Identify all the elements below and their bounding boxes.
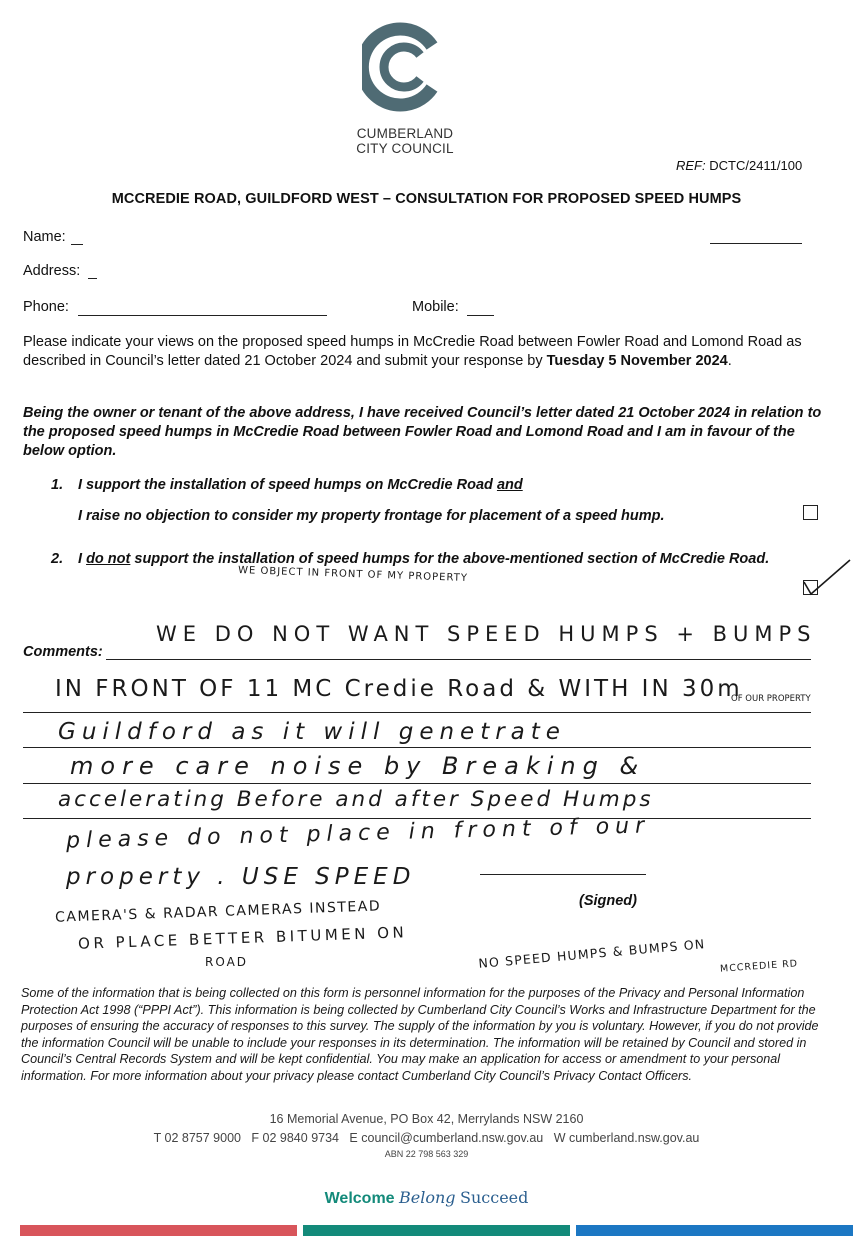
org-name	[340, 126, 470, 156]
intro-deadline: Tuesday 5 November 2024	[546, 353, 728, 369]
option-1-and: and	[496, 477, 523, 493]
phone-label-footer: T	[153, 1131, 162, 1145]
footer-bar-red	[20, 1225, 297, 1236]
intro-end: .	[727, 353, 732, 369]
handwriting-margin-note: OF OUR PROPERTY	[731, 694, 811, 704]
handwriting-line-6: please do not place in front of our	[65, 813, 651, 854]
tag-welcome: Welcome	[324, 1190, 395, 1207]
handwriting-mccredie-rd: MCCREDIE RD	[719, 958, 799, 975]
statement: Being the owner or tenant of the above address, I have received Council’s letter dated 21 October 2024 in relation to the proposed speed humps in McCredie Road between Fowler Road and Lomond Road and I am in favour of the below option.	[23, 405, 822, 459]
reference	[676, 158, 802, 173]
handwriting-line-5: accelerating Before and after Speed Humps	[58, 787, 654, 812]
phone-line[interactable]	[78, 315, 327, 316]
signed-label: (Signed)	[579, 893, 637, 909]
address-line[interactable]	[88, 278, 97, 279]
name-line[interactable]	[71, 244, 83, 245]
council-logo-icon	[362, 22, 448, 112]
document-title: MCCREDIE ROAD, GUILDFORD WEST – CONSULTATION FOR PROPOSED SPEED HUMPS	[111, 191, 742, 207]
name-line-end	[710, 243, 802, 244]
footer-fax: 02 9840 9734	[262, 1131, 339, 1145]
privacy-notice: Some of the information that is being collected on this form is personnel information for the purposes of the Privacy and Personal Information Protection Act 1998 (“PPPI Act”). This information is being collected by Cumberland City Council’s Works and Infrastructure Department for the purposes of ensuring the accuracy of responses to this survey. The supply of the information by you is voluntary. However, if you do not provide the information Council will be unable to include your responses in its determination. The information will be retained by Council and stored in Council’s Central Records System and will be kept confidential. You may make an application for access or amendment to your personal information. For more information about your privacy please contact Cumberland City Council’s Privacy Contact Officers.	[21, 986, 819, 1083]
option-1-line-1	[78, 477, 523, 493]
handwriting-line-11: NO SPEED HUMPS & BUMPS ON	[477, 936, 706, 971]
option-2-post: support the installation of speed humps for the above-mentioned section of McCredie Road.	[134, 551, 770, 567]
handwriting-line-8: CAMERA'S & RADAR CAMERAS INSTEAD	[54, 898, 382, 926]
ref-value: DCTC/2411/100	[709, 158, 803, 173]
intro-text: Please indicate your views on the proposed speed humps in McCredie Road between Fowler Road and Lomond Road as described in Council’s letter dated 21 October 2024 and submit your response by	[23, 334, 802, 369]
checkmark-icon	[796, 556, 853, 600]
footer-phone: 02 8757 9000	[164, 1131, 241, 1145]
option-1-checkbox[interactable]	[803, 505, 818, 520]
footer-web[interactable]: cumberland.nsw.gov.au	[568, 1131, 700, 1145]
tag-belong: Belong	[399, 1188, 456, 1207]
handwriting-line-10: ROAD	[205, 955, 249, 969]
comment-line-4	[23, 783, 811, 784]
tag-succeed: Succeed	[460, 1188, 529, 1207]
intro-paragraph	[23, 333, 831, 371]
handwriting-line-4: more care noise by Breaking &	[70, 752, 646, 780]
ref-label: REF:	[676, 158, 706, 173]
org-line-1: CUMBERLAND	[356, 126, 454, 141]
handwriting-line-9: OR PLACE BETTER BITUMEN ON	[77, 923, 408, 953]
handwriting-line-7: property . USE SPEED	[66, 864, 416, 890]
option-2-pre: I	[78, 551, 83, 567]
name-label: Name:	[23, 229, 66, 245]
mobile-label: Mobile:	[412, 299, 459, 315]
handwritten-objection: WE OBJECT IN FRONT OF MY PROPERTY	[237, 564, 469, 585]
footer-bar-green	[303, 1225, 570, 1236]
option-2-do-not: do not	[86, 551, 131, 567]
tagline	[0, 1188, 853, 1208]
fax-label-footer: F	[251, 1131, 260, 1145]
comment-line-3	[23, 747, 811, 748]
comments-label: Comments:	[23, 644, 103, 660]
address-label: Address:	[23, 263, 81, 279]
mobile-line[interactable]	[467, 315, 494, 316]
option-1-number: 1.	[51, 477, 64, 493]
option-2-number: 2.	[51, 551, 64, 567]
option-1-text: I support the installation of speed humps on McCredie Road	[78, 477, 493, 493]
web-label-footer: W	[553, 1131, 566, 1145]
comment-line-1	[106, 659, 811, 660]
org-line-2: CITY COUNCIL	[356, 141, 454, 156]
footer-email[interactable]: council@cumberland.nsw.gov.au	[361, 1131, 544, 1145]
footer-address: 16 Memorial Avenue, PO Box 42, Merrylands NSW 2160	[269, 1112, 584, 1126]
footer-abn: ABN 22 798 563 329	[384, 1149, 469, 1159]
handwriting-line-1: WE DO NOT WANT SPEED HUMPS + BUMPS	[156, 622, 817, 646]
signature-line	[480, 874, 646, 875]
footer-bar-blue	[576, 1225, 853, 1236]
phone-label: Phone:	[23, 299, 69, 315]
handwriting-line-3: Guildford as it will genetrate	[58, 719, 566, 745]
footer-contacts	[0, 1131, 853, 1145]
comment-line-2	[23, 712, 811, 713]
option-1-line-2: I raise no objection to consider my property frontage for placement of a speed hump.	[78, 508, 665, 524]
handwriting-line-2: IN FRONT OF 11 MC Credie Road & WITH IN 30m	[55, 676, 743, 702]
email-label-footer: E	[349, 1131, 358, 1145]
option-2-text	[78, 551, 769, 567]
